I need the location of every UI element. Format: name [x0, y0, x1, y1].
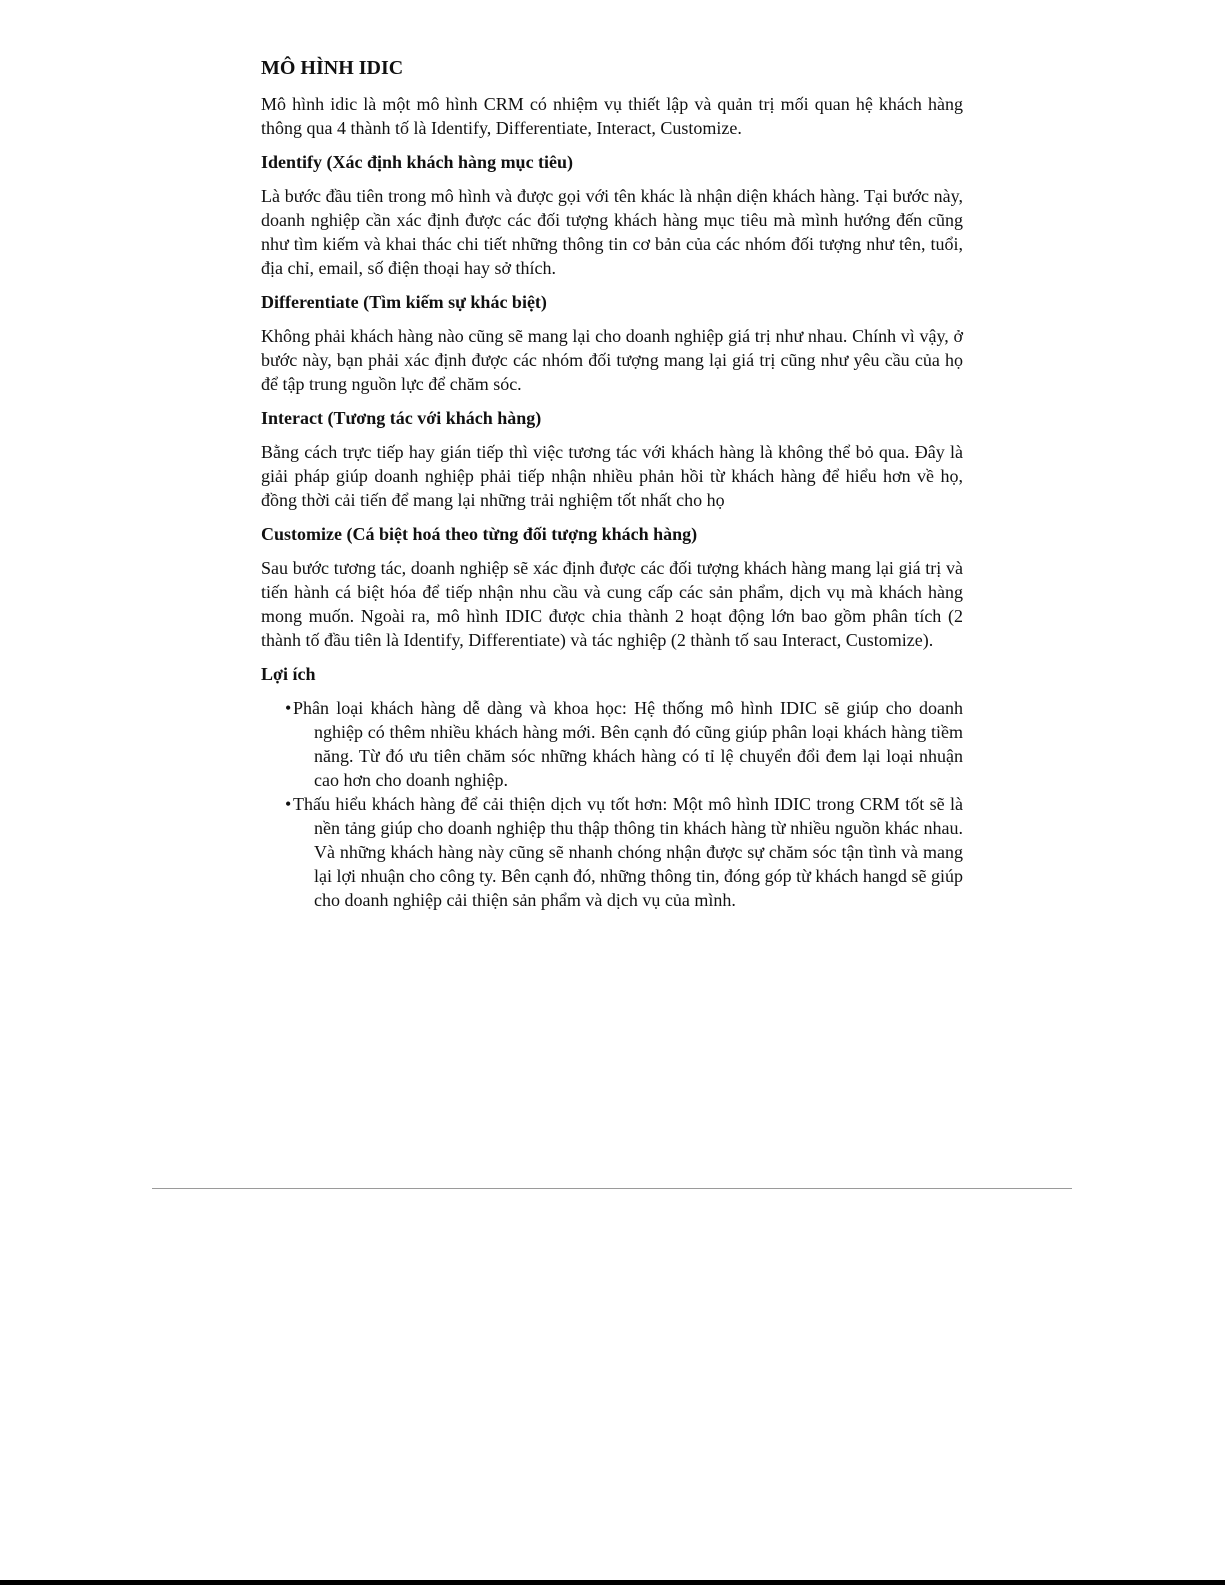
section-heading-interact: Interact (Tương tác với khách hàng) — [261, 408, 542, 428]
section-body-interact: Bằng cách trực tiếp hay gián tiếp thì việc tương tác với khách hàng là không thể bỏ qua. Đây là giải pháp giúp doanh nghiệp phải tiếp nhận nhiều phản hồi từ khách hàng để hiểu hơn về họ, đồng thời cải tiến để mang lại những trải nghiệm tốt nhất cho họ — [261, 442, 963, 510]
section-body-customize: Sau bước tương tác, doanh nghiệp sẽ xác định được các đối tượng khách hàng mang lại giá trị và tiến hành cá biệt hóa để tiếp nhận nhu cầu và cung cấp các sản phẩm, dịch vụ mà khách hàng mong muốn. Ngoài ra, mô hình IDIC được chia thành 2 hoạt động lớn bao gồm phân tích (2 thành tố đầu tiên là Identify, Differentiate) và tác nghiệp (2 thành tố sau Interact, Customize). — [261, 558, 963, 650]
list-item — [285, 792, 963, 912]
document-page — [261, 56, 963, 912]
section-heading-identify: Identify (Xác định khách hàng mục tiêu) — [261, 152, 574, 172]
intro-paragraph: Mô hình idic là một mô hình CRM có nhiệm vụ thiết lập và quản trị mối quan hệ khách hàng thông qua 4 thành tố là Identify, Differentiate, Interact, Customize. — [261, 94, 963, 138]
bullet-icon: • — [285, 698, 292, 718]
page-bottom-edge — [0, 1580, 1225, 1585]
bullet-icon: • — [285, 794, 292, 814]
section-heading-customize: Customize (Cá biệt hoá theo từng đối tượng khách hàng) — [261, 524, 698, 544]
document-title: MÔ HÌNH IDIC — [261, 57, 404, 79]
section-heading-differentiate: Differentiate (Tìm kiếm sự khác biệt) — [261, 292, 547, 312]
footer-divider — [152, 1188, 1072, 1189]
section-body-differentiate: Không phải khách hàng nào cũng sẽ mang lại cho doanh nghiệp giá trị như nhau. Chính vì vậy, ở bước này, bạn phải xác định được các nhóm đối tượng mang lại giá trị cũng như yêu cầu của họ để tập trung nguồn lực để chăm sóc. — [261, 326, 963, 394]
list-item-text: Phân loại khách hàng dễ dàng và khoa học: Hệ thống mô hình IDIC sẽ giúp cho doanh nghiệp có thêm nhiều khách hàng mới. Bên cạnh đó cũng giúp phân loại khách hàng tiềm năng. Từ đó ưu tiên chăm sóc những khách hàng có tỉ lệ chuyển đổi đem lại loại nhuận cao hơn cho doanh nghiệp. — [293, 698, 963, 790]
benefits-list — [261, 696, 963, 912]
section-body-identify: Là bước đầu tiên trong mô hình và được gọi với tên khác là nhận diện khách hàng. Tại bước này, doanh nghiệp cần xác định được các đối tượng khách hàng mục tiêu mà mình hướng đến cũng như tìm kiếm và khai thác chi tiết những thông tin cơ bản của các nhóm đối tượng như tên, tuổi, địa chỉ, email, số điện thoại hay sở thích. — [261, 186, 963, 278]
benefits-heading: Lợi ích — [261, 664, 316, 684]
list-item-text: Thấu hiểu khách hàng để cải thiện dịch vụ tốt hơn: Một mô hình IDIC trong CRM tốt sẽ là nền tảng giúp cho doanh nghiệp thu thập thông tin khách hàng từ nhiều nguồn khác nhau. Và những khách hàng này cũng sẽ nhanh chóng nhận được sự chăm sóc tận tình và mang lại lợi nhuận cho công ty. Bên cạnh đó, những thông tin, đóng góp từ khách hangd sẽ giúp cho doanh nghiệp cải thiện sản phẩm và dịch vụ của mình. — [293, 794, 963, 910]
list-item — [285, 696, 963, 792]
